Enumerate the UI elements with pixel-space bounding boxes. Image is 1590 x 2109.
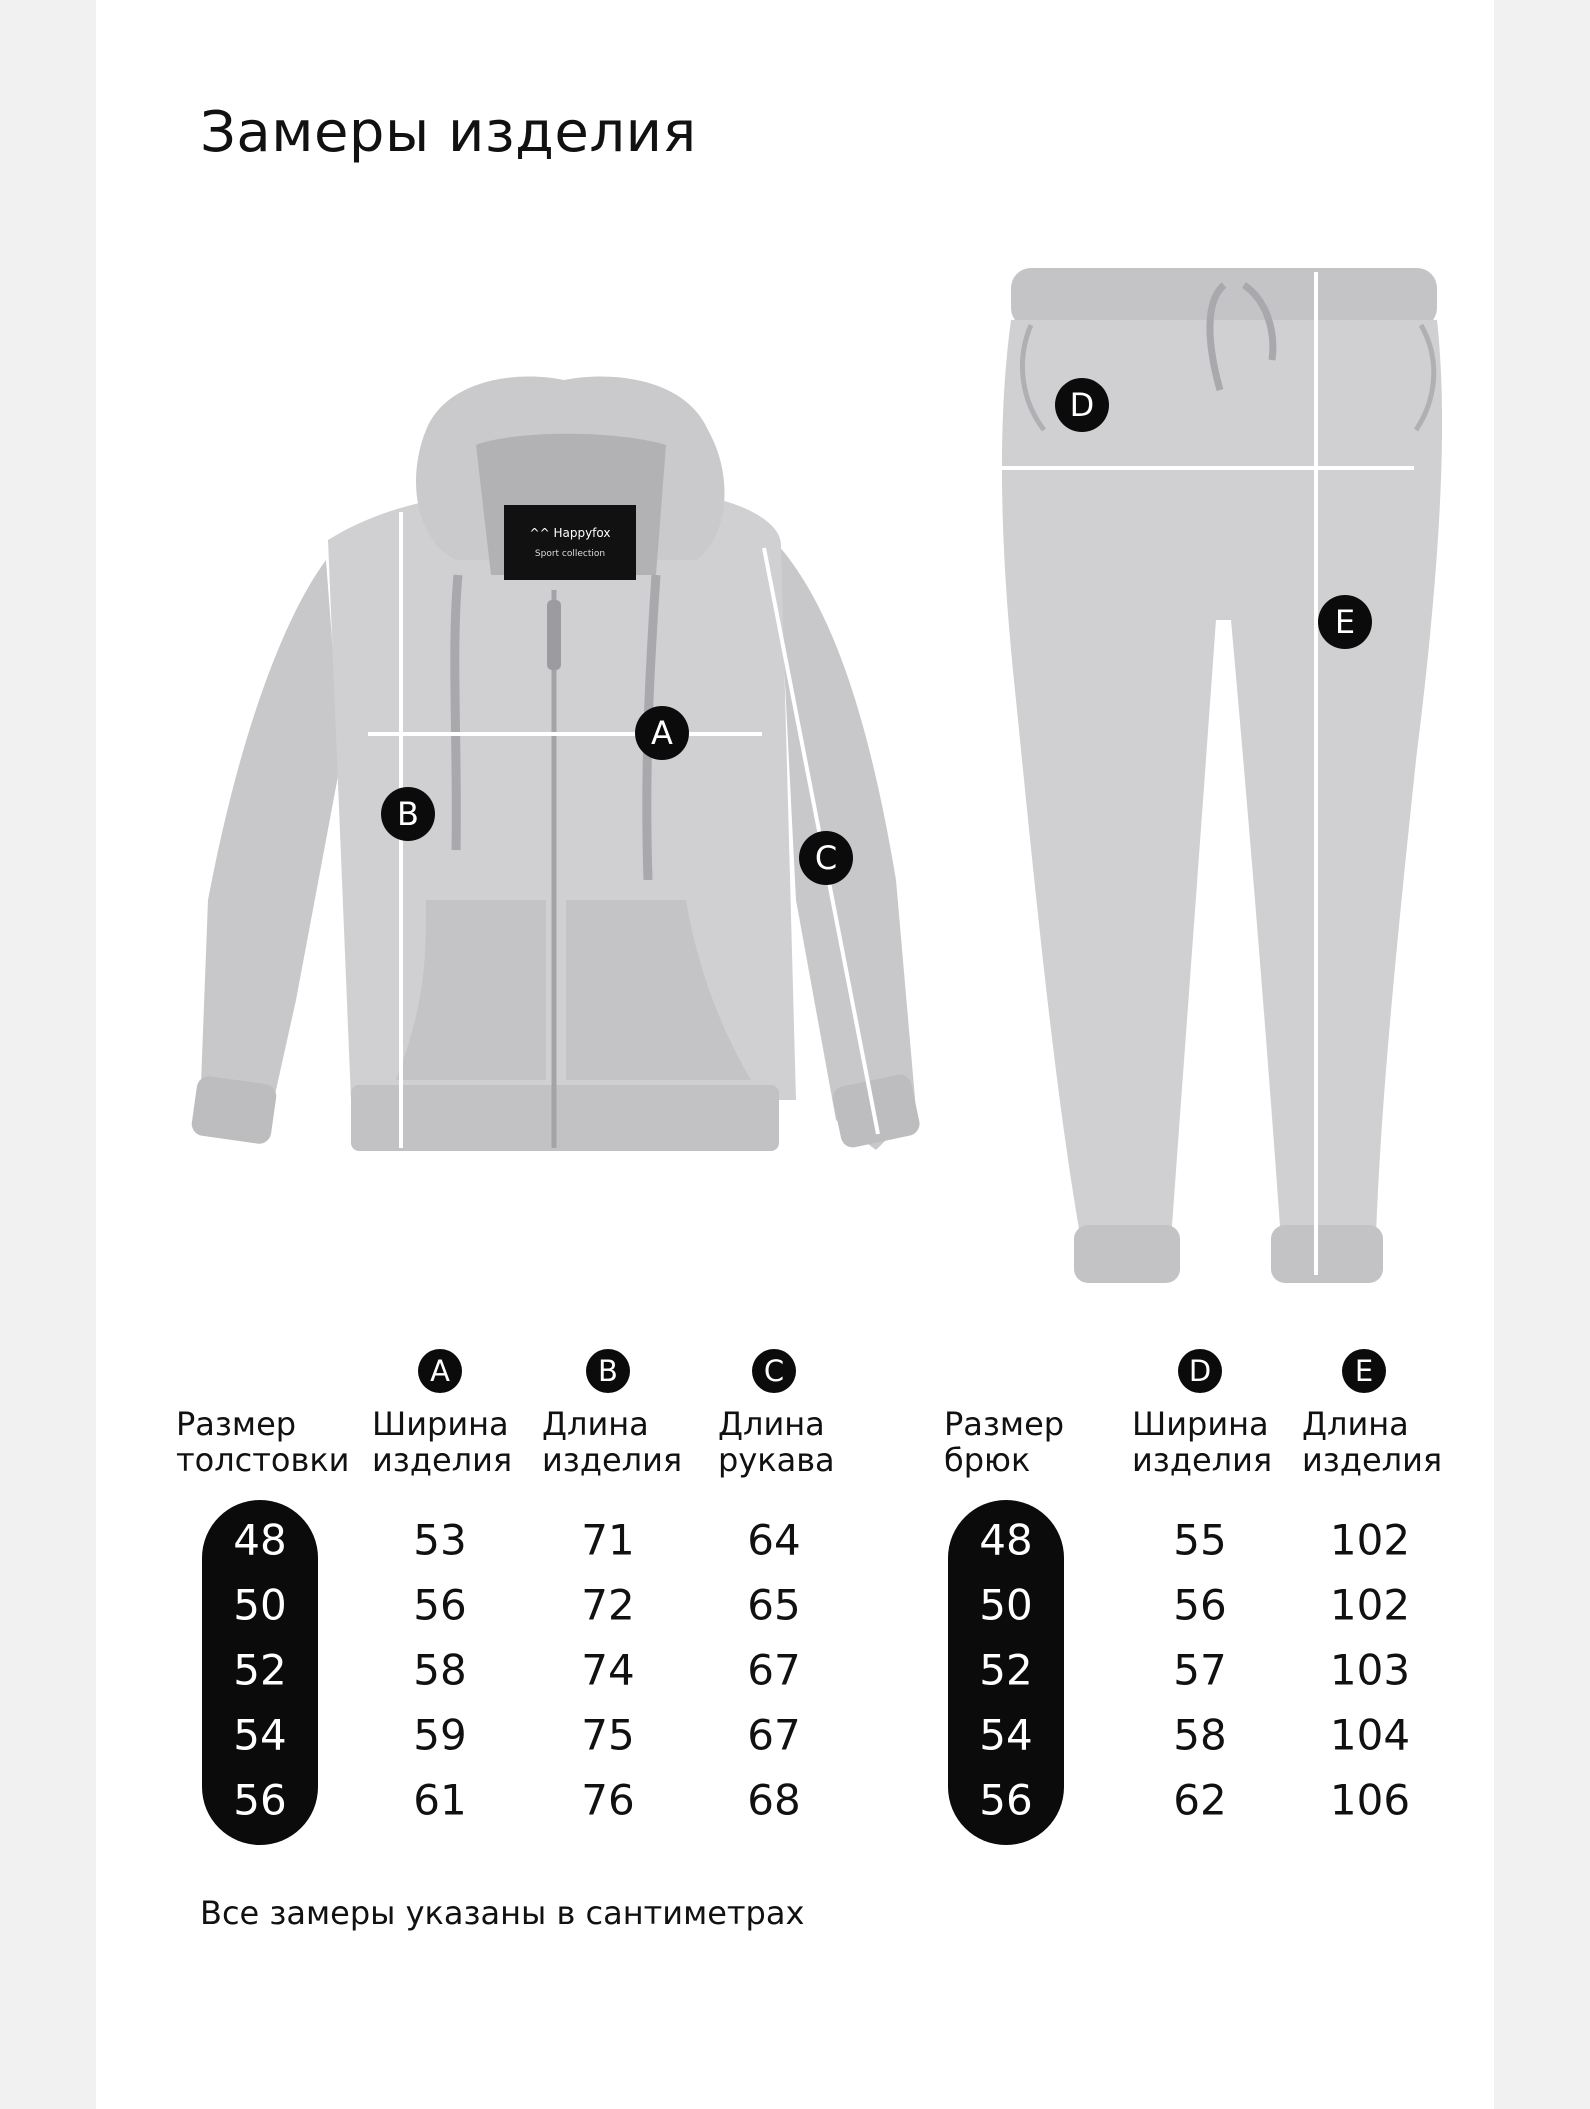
pants-value-cell: 102 (1329, 1515, 1411, 1565)
pants-image (984, 268, 1442, 1283)
pants-size-cell: 56 (979, 1775, 1033, 1825)
hoodie-size-header: Размер толстовки (176, 1405, 350, 1479)
hoodie-value-cell: 72 (581, 1580, 635, 1630)
marker-a: A (635, 706, 689, 760)
hoodie-value-cell: 61 (413, 1775, 467, 1825)
page-title: Замеры изделия (200, 100, 697, 165)
hoodie-value-cell: 65 (747, 1580, 801, 1630)
hoodie-length-header: Длина изделия (542, 1405, 683, 1479)
hoodie-sleeve-header: Длина рукава (718, 1405, 835, 1479)
hoodie-value-cell: 58 (413, 1645, 467, 1695)
hoodie-size-cell: 48 (233, 1515, 287, 1565)
marker-e: E (1318, 595, 1372, 649)
pants-value-cell: 103 (1329, 1645, 1411, 1695)
pants-length-header: Длина изделия (1302, 1405, 1443, 1479)
hoodie-size-cell: 52 (233, 1645, 287, 1695)
label-brand-text: ^^ Happyfox (529, 526, 611, 540)
pants-width-header: Ширина изделия (1132, 1405, 1273, 1479)
hoodie-value-cell: 56 (413, 1580, 467, 1630)
pants-value-cell: 102 (1329, 1580, 1411, 1630)
hoodie-width-header: Ширина изделия (372, 1405, 513, 1479)
pants-size-cell: 52 (979, 1645, 1033, 1695)
column-marker-d: D (1178, 1349, 1222, 1393)
pants-value-cell: 106 (1329, 1775, 1411, 1825)
hoodie-size-cell: 56 (233, 1775, 287, 1825)
hoodie-value-cell: 53 (413, 1515, 467, 1565)
hoodie-value-cell: 59 (413, 1710, 467, 1760)
hoodie-value-cell: 68 (747, 1775, 801, 1825)
hoodie-size-cell: 54 (233, 1710, 287, 1760)
column-marker-e: E (1342, 1349, 1386, 1393)
hoodie-value-cell: 76 (581, 1775, 635, 1825)
pants-size-cell: 50 (979, 1580, 1033, 1630)
hoodie-value-cell: 75 (581, 1710, 635, 1760)
marker-b: B (381, 787, 435, 841)
label-sub-text: Sport collection (534, 549, 606, 559)
hoodie-size-cell: 50 (233, 1580, 287, 1630)
marker-c: C (799, 831, 853, 885)
hoodie-value-cell: 71 (581, 1515, 635, 1565)
size-chart-page (96, 0, 1494, 2109)
garment-illustration (96, 0, 1494, 1300)
column-marker-a: A (418, 1349, 462, 1393)
hoodie-image (190, 377, 922, 1151)
pants-value-cell: 55 (1173, 1515, 1227, 1565)
hoodie-value-cell: 74 (581, 1645, 635, 1695)
pants-value-cell: 57 (1173, 1645, 1227, 1695)
column-marker-c: C (752, 1349, 796, 1393)
pants-value-cell: 62 (1173, 1775, 1227, 1825)
footnote: Все замеры указаны в сантиметрах (200, 1894, 805, 1932)
hoodie-value-cell: 67 (747, 1710, 801, 1760)
column-marker-b: B (586, 1349, 630, 1393)
pants-value-cell: 56 (1173, 1580, 1227, 1630)
pants-size-cell: 48 (979, 1515, 1033, 1565)
marker-d: D (1055, 378, 1109, 432)
hoodie-value-cell: 64 (747, 1515, 801, 1565)
pants-size-header: Размер брюк (944, 1405, 1065, 1479)
pants-size-cell: 54 (979, 1710, 1033, 1760)
pants-value-cell: 58 (1173, 1710, 1227, 1760)
hoodie-value-cell: 67 (747, 1645, 801, 1695)
pants-value-cell: 104 (1329, 1710, 1411, 1760)
